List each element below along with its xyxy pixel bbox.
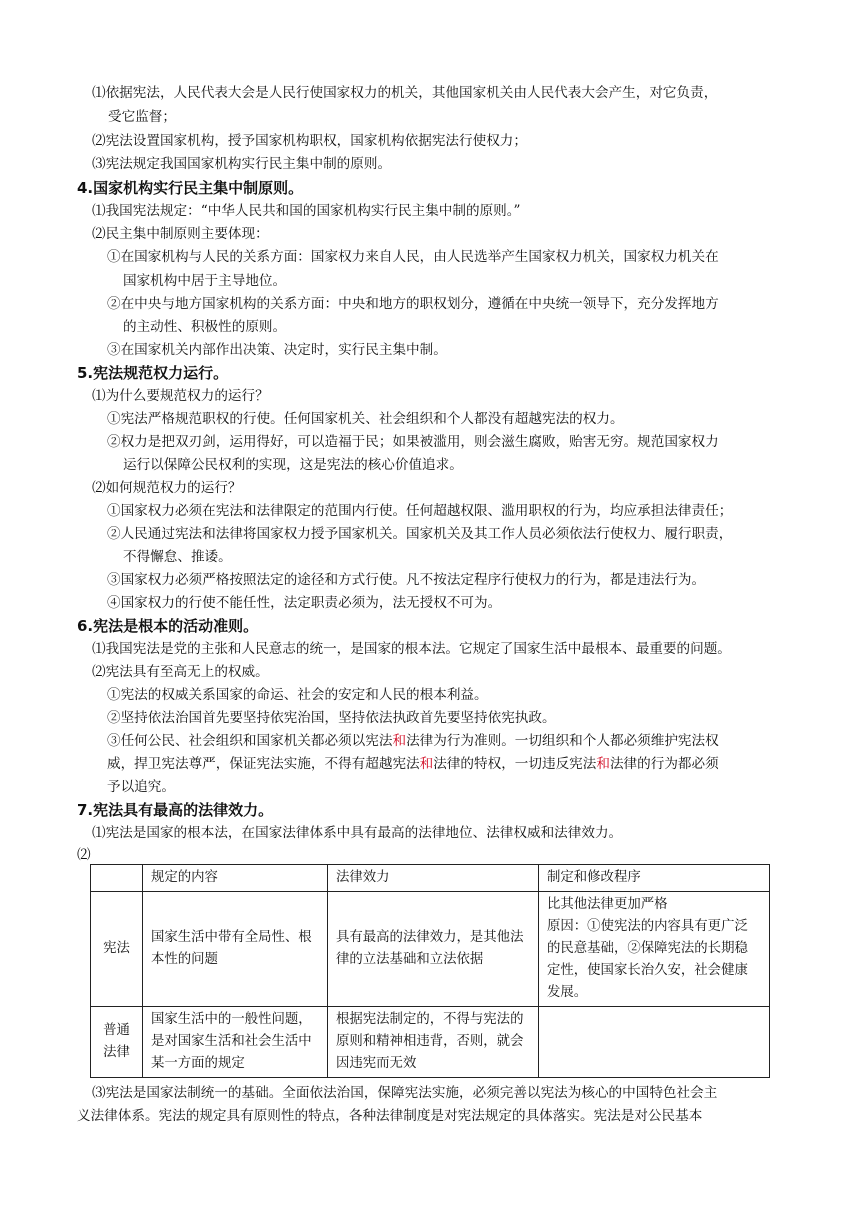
table-row	[91, 892, 770, 1007]
table-header-cell: 规定的内容	[143, 865, 328, 892]
table-cell: 国家生活中的一般性问题，是对国家生活和社会生活中某一方面的规定	[143, 1007, 328, 1078]
section-heading: 6.宪法是根本的活动准则。	[77, 617, 259, 635]
table-row	[91, 1007, 770, 1078]
text-line: ⑵	[77, 847, 91, 863]
text-line: ②权力是把双刃剑，运用得好，可以造福于民；如果被滥用，则会滋生腐败，贻害无穷。规范国家权力	[107, 434, 719, 450]
section-heading: 4.国家机构实行民主集中制原则。	[77, 179, 304, 197]
highlighted-word: 和	[596, 756, 610, 772]
text-line: 国家机构中居于主导地位。	[123, 273, 287, 289]
text-line: 予以追究。	[107, 779, 175, 795]
text-line: ①在国家机构与人民的关系方面：国家权力来自人民，由人民选举产生国家权力机关，国家权力机关在	[107, 249, 719, 265]
text-line: 不得懈怠、推诿。	[123, 549, 232, 565]
section-heading: 7.宪法具有最高的法律效力。	[77, 801, 274, 819]
text-line: 威，捍卫宪法尊严，保证宪法实施，不得有超越宪法和法律的特权，一切违反宪法和法律的行为都必须	[107, 756, 719, 772]
text-line: 的主动性、积极性的原则。	[123, 319, 287, 335]
table-cell: 国家生活中带有全局性、根本性的问题	[143, 892, 328, 1007]
text-line: ①国家权力必须在宪法和法律限定的范围内行使。任何超越权限、滥用职权的行为，均应承担法律责任；	[107, 503, 733, 519]
text-line: ⑵宪法设置国家机构，授予国家机构职权，国家机构依据宪法行使权力；	[92, 133, 527, 149]
table-cell: 具有最高的法律效力，是其他法律的立法基础和立法依据	[328, 892, 539, 1007]
text-line: ⑵宪法具有至高无上的权威。	[92, 664, 269, 680]
table-cell: 根据宪法制定的，不得与宪法的原则和精神相违背，否则，就会因违宪而无效	[328, 1007, 539, 1078]
table-header-cell: 法律效力	[328, 865, 539, 892]
table-header-cell: 制定和修改程序	[539, 865, 770, 892]
text-line: 义法律体系。宪法的规定具有原则性的特点，各种法律制度是对宪法规定的具体落实。宪法是对公民基本	[77, 1108, 703, 1124]
text-line: ⑴宪法是国家的根本法，在国家法律体系中具有最高的法律地位、法律权威和法律效力。	[92, 825, 623, 841]
text-line: 运行以保障公民权利的实现，这是宪法的核心价值追求。	[123, 457, 463, 473]
highlighted-word: 和	[419, 756, 434, 772]
text-line: ⑶宪法规定我国国家机构实行民主集中制的原则。	[92, 156, 392, 172]
table-cell	[539, 1007, 770, 1078]
text-line: ⑴我国宪法是党的主张和人民意志的统一，是国家的根本法。它规定了国家生活中最根本、最重要的问题。	[92, 641, 731, 657]
table-cell: 比其他法律更加严格 原因：①使宪法的内容具有更广泛的民意基础，②保障宪法的长期稳定性，使国家长治久安，社会健康发展。	[539, 892, 770, 1007]
text-line: ③国家权力必须严格按照法定的途径和方式行使。凡不按法定程序行使权力的行为，都是违法行为。	[107, 572, 706, 588]
text-line: ②坚持依法治国首先要坚持依宪治国，坚持依法执政首先要坚持依宪执政。	[107, 710, 556, 726]
table-row-label: 普通法律	[91, 1007, 143, 1078]
text-line: ①宪法严格规范职权的行使。任何国家机关、社会组织和个人都没有超越宪法的权力。	[107, 411, 624, 427]
text-line: ②人民通过宪法和法律将国家权力授予国家机关。国家机关及其工作人员必须依法行使权力、履行职责，	[107, 526, 733, 542]
comparison-table	[90, 864, 770, 1078]
table-header-row	[91, 865, 770, 892]
text-line: ⑵民主集中制原则主要体现：	[92, 226, 269, 242]
text-line: ⑶宪法是国家法制统一的基础。全面依法治国，保障宪法实施，必须完善以宪法为核心的中国特色社会主	[92, 1085, 718, 1101]
text-line: 受它监督；	[108, 109, 176, 125]
text-line: ③在国家机关内部作出决策、决定时，实行民主集中制。	[107, 342, 447, 358]
table-header-cell	[91, 865, 143, 892]
text-line: ⑴为什么要规范权力的运行？	[92, 388, 269, 404]
table-row-label: 宪法	[91, 892, 143, 1007]
section-heading: 5.宪法规范权力运行。	[77, 364, 229, 382]
text-line: ⑵如何规范权力的运行？	[92, 480, 242, 496]
text-line: ③任何公民、社会组织和国家机关都必须以宪法和法律为行为准则。一切组织和个人都必须维护宪法权	[107, 733, 719, 749]
text-line: ⑴依据宪法，人民代表大会是人民行使国家权力的机关，其他国家机关由人民代表大会产生，对它负责，	[92, 85, 718, 101]
text-line: ②在中央与地方国家机构的关系方面：中央和地方的职权划分，遵循在中央统一领导下，充分发挥地方	[107, 296, 719, 312]
text-line: ⑴我国宪法规定：“中华人民共和国的国家机构实行民主集中制的原则。”	[92, 203, 521, 219]
text-line: ①宪法的权威关系国家的命运、社会的安定和人民的根本利益。	[107, 687, 488, 703]
highlighted-word: 和	[392, 733, 407, 749]
text-line: ④国家权力的行使不能任性，法定职责必须为，法无授权不可为。	[107, 595, 502, 611]
